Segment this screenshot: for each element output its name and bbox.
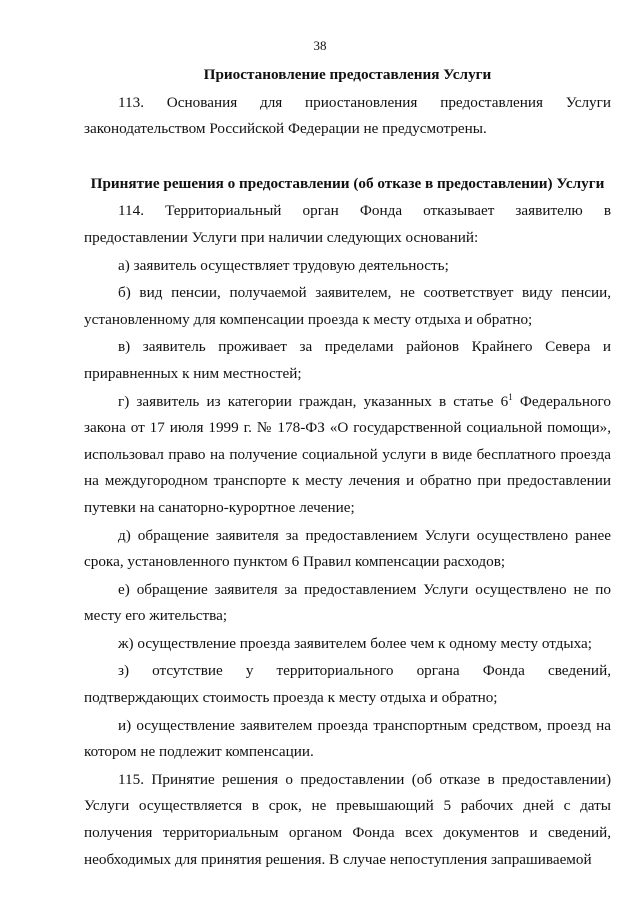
paragraph-114: 114. Территориальный орган Фонда отказывает заявителю в предоставлении Услуги при наличии следующих оснований: (84, 202, 611, 246)
list-item-g-text-start: г) заявитель из категории граждан, указанных в статье 6 (118, 392, 509, 410)
list-item-e: е) обращение заявителя за предоставлением Услуги осуществлено не по месту его жительства; (84, 580, 611, 625)
list-item-v: в) заявитель проживает за пределами районов Крайнего Севера и приравненных к ним местностей; (84, 338, 611, 382)
list-item-i: и) осуществление заявителем проезда транспортным средством, проезд на котором не подлежит компенсации. (84, 716, 611, 761)
paragraph-115: 115. Принятие решения о предоставлении (об отказе в предоставлении) Услуги осуществляется в срок, не превышающий 5 рабочих дней с даты получения территориальным органом Фонда всех документов и сведений, необходимых для принятия решения. В случае непоступления запрашиваемой (84, 770, 611, 868)
section-heading-decision: Принятие решения о предоставлении (об отказе в предоставлении) Услуги (90, 174, 605, 192)
section-heading-suspension: Приостановление предоставления Услуги (203, 66, 492, 83)
list-item-z: з) отсутствие у территориального органа Фонда сведений, подтверждающих стоимость проезда к месту отдыха и обратно; (84, 662, 611, 707)
paragraph-113: 113. Основания для приостановления предоставления Услуги законодательством Российской Федерации не предусмотрены. (84, 93, 611, 138)
list-item-d: д) обращение заявителя за предоставлением Услуги осуществлено ранее срока, установленного пунктом 6 Правил компенсации расходов; (84, 526, 611, 571)
article-superscript: 1 (508, 391, 513, 402)
list-item-a: а) заявитель осуществляет трудовую деятельность; (118, 256, 449, 274)
page-number: 38 (313, 38, 327, 53)
document-body (84, 60, 611, 873)
list-item-b: б) вид пенсии, получаемой заявителем, не соответствует виду пенсии, установленному для компенсации проезда к месту отдыха и обратно; (84, 284, 611, 328)
list-item-zh: ж) осуществление проезда заявителем более чем к одному месту отдыха; (118, 634, 592, 652)
list-item-g-text-end: Федерального закона от 17 июля 1999 г. № 178-ФЗ «О государственной социальной помощи», использовал право на получение социальной услуги в виде бесплатного проезда на междугородном транспорте к месту лечения и обратно при предоставлении путевки на санаторно-курортное лечение; (84, 392, 611, 516)
list-item-g (84, 389, 611, 522)
